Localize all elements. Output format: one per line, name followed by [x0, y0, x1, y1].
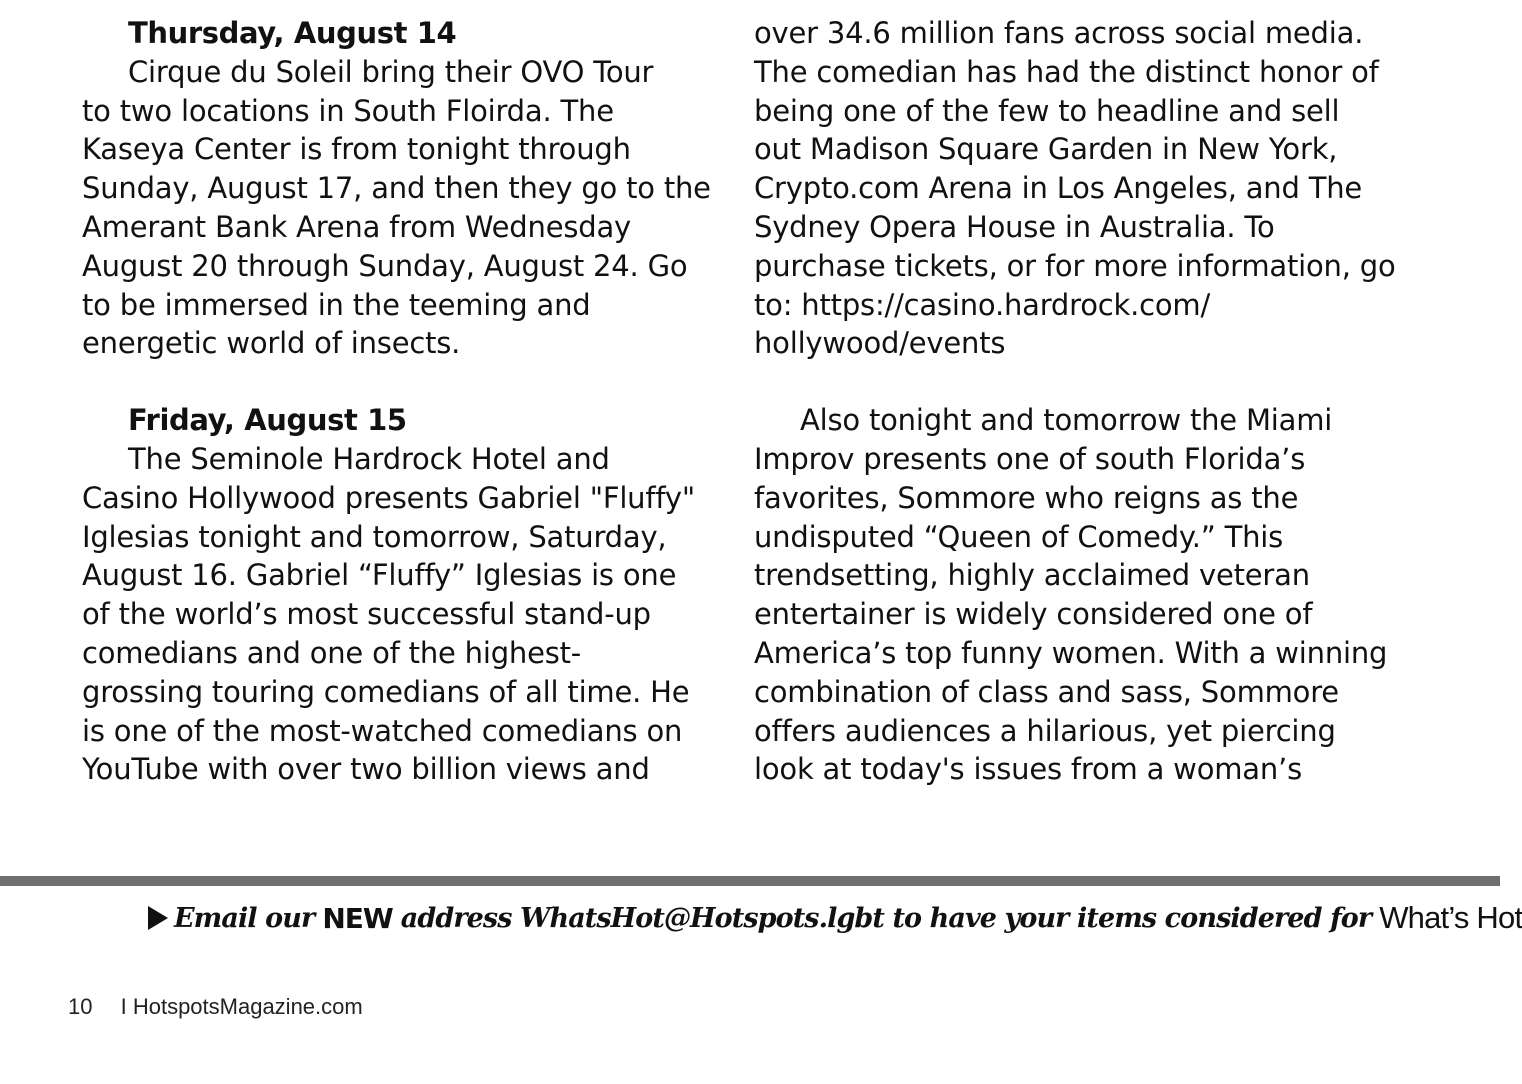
body-line: energetic world of insects. — [82, 326, 461, 361]
body-line-link[interactable]: to: https://casino.hardrock.com/ — [754, 287, 1211, 322]
body-line: grossing touring comedians of all time. He — [82, 674, 690, 709]
body-line: look at today's issues from a woman’s — [754, 752, 1302, 787]
body-line: is one of the most-watched comedians on — [82, 713, 683, 748]
body-line: The Seminole Hardrock Hotel and — [128, 441, 610, 476]
paragraph-gap — [82, 363, 722, 401]
body-line: YouTube with over two billion views and — [82, 752, 650, 787]
body-line: of the world’s most successful stand-up — [82, 597, 651, 632]
body-line: being one of the few to headline and sell — [754, 93, 1340, 128]
play-arrow-icon — [148, 906, 168, 930]
section-divider — [0, 876, 1500, 886]
body-line: purchase tickets, or for more information, go — [754, 248, 1396, 283]
body-line: Sydney Opera House in Australia. To — [754, 209, 1275, 244]
body-line: out Madison Square Garden in New York, — [754, 132, 1338, 167]
body-line: Cirque du Soleil bring their OVO Tour — [128, 54, 654, 89]
body-line: Improv presents one of south Florida’s — [754, 441, 1306, 476]
body-line: over 34.6 million fans across social media. — [754, 16, 1364, 50]
body-line: August 20 through Sunday, August 24. Go — [82, 248, 688, 283]
email-address-text[interactable]: address WhatsHot@Hotspots.lgbt to have your items considered for — [400, 902, 1372, 934]
body-line: Kaseya Center is from tonight through — [82, 132, 631, 167]
body-line: Also tonight and tomorrow the Miami — [800, 403, 1333, 438]
body-line: combination of class and sass, Sommore — [754, 674, 1339, 709]
body-line: Iglesias tonight and tomorrow, Saturday, — [82, 519, 667, 554]
body-line: Sunday, August 17, and then they go to the — [82, 171, 711, 206]
body-line: comedians and one of the highest- — [82, 635, 582, 670]
body-line: Crypto.com Arena in Los Angeles, and The — [754, 171, 1363, 206]
body-line: to two locations in South Floirda. The — [82, 93, 614, 128]
email-new-badge: NEW — [322, 901, 393, 935]
body-line: trendsetting, highly acclaimed veteran — [754, 558, 1310, 593]
body-line: Casino Hollywood presents Gabriel "Fluffy" — [82, 480, 695, 515]
body-line: to be immersed in the teeming and — [82, 287, 591, 322]
event-heading-thursday: Thursday, August 14 — [128, 16, 457, 50]
body-line: offers audiences a hilarious, yet piercing — [754, 713, 1336, 748]
body-line-link[interactable]: hollywood/events — [754, 326, 1006, 361]
body-line: August 16. Gabriel “Fluffy” Iglesias is one — [82, 558, 677, 593]
body-line: Amerant Bank Arena from Wednesday — [82, 209, 631, 244]
email-prefix: Email our — [174, 902, 315, 934]
paragraph-gap — [754, 363, 1424, 401]
body-line: favorites, Sommore who reigns as the — [754, 480, 1299, 515]
footer-site-link[interactable]: I HotspotsMagazine.com — [120, 994, 363, 1019]
body-line: undisputed “Queen of Comedy.” This — [754, 519, 1284, 554]
page-footer — [68, 994, 363, 1020]
body-line: entertainer is widely considered one of — [754, 597, 1313, 632]
left-column — [82, 14, 722, 789]
body-line: America’s top funny women. With a winning — [754, 635, 1388, 670]
right-column — [754, 14, 1424, 789]
email-section-name: What’s Hot — [1379, 900, 1522, 935]
body-line: The comedian has had the distinct honor of — [754, 54, 1379, 89]
event-heading-friday: Friday, August 15 — [128, 403, 407, 438]
page-number: 10 — [68, 994, 93, 1019]
email-callout — [148, 896, 1522, 940]
